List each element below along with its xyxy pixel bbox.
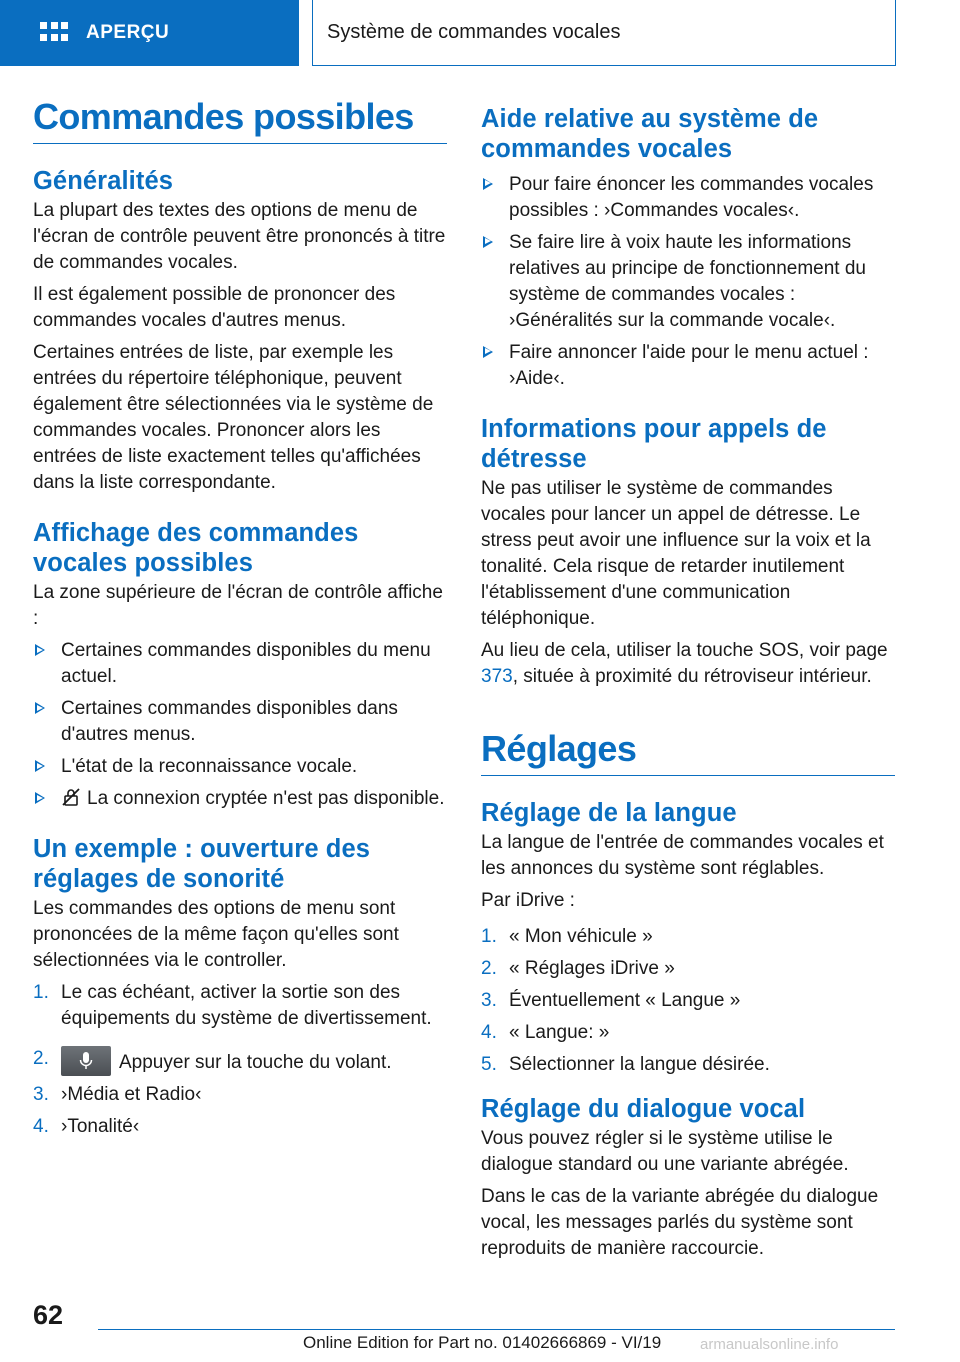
step-list: [481, 924, 895, 1078]
heading-aide: Aide relative au système de commandes vocales: [481, 105, 819, 163]
step-item: 2. « Réglages iDrive »: [481, 958, 675, 980]
paragraph: Il est également possible de prononcer des commandes vocales d'autres menus.: [33, 284, 396, 332]
step-list: [33, 980, 447, 1140]
heading-dialogue: Réglage du dialogue vocal: [481, 1095, 806, 1124]
bullet-list: [481, 172, 895, 392]
triangle-bullet-icon: [483, 178, 493, 190]
paragraph: Par iDrive :: [481, 890, 575, 912]
edition-text: Online Edition for Part no. 01402666869 - VI/19: [303, 1333, 662, 1352]
heading-generalites: Généralités: [33, 167, 174, 196]
no-encryption-icon: [61, 787, 81, 807]
heading-langue: Réglage de la langue: [481, 799, 737, 828]
paragraph: Vous pouvez régler si le système utilise le dialogue standard ou une variante abrégée.: [481, 1128, 849, 1176]
section-title-tab[interactable]: Système de commandes vocales: [312, 0, 896, 66]
step-item: 3. ›Média et Radio‹: [33, 1084, 202, 1106]
grid-icon: [40, 22, 68, 44]
left-column: [33, 96, 447, 1146]
page-link[interactable]: 373: [481, 666, 513, 687]
step-item: 5. Sélectionner la langue désirée.: [481, 1054, 770, 1076]
paragraph: Les commandes des options de menu sont prononcées de la même façon qu'elles sont sélectionnées via le controller.: [33, 898, 399, 972]
list-item: Se faire lire à voix haute les informations relatives au principe de fonctionnement du système de commandes vocales : ›Généralités sur la commande vocale‹.: [481, 230, 895, 334]
list-item: Faire annoncer l'aide pour le menu actuel : ›Aide‹.: [481, 340, 895, 392]
page-title: Commandes possibles: [33, 96, 447, 144]
overview-tab-label: APERÇU: [86, 22, 170, 43]
list-item: L'état de la reconnaissance vocale.: [33, 754, 447, 780]
page-header: [0, 0, 960, 66]
right-column: [481, 104, 895, 1268]
paragraph: La zone supérieure de l'écran de contrôle affiche :: [33, 582, 443, 630]
step-item: 4. ›Tonalité‹: [33, 1116, 140, 1138]
step-item: 3. Éventuellement « Langue »: [481, 990, 741, 1012]
list-item: Pour faire énoncer les commandes vocales possibles : ›Commandes vocales‹.: [481, 172, 895, 224]
step-item: 4. « Langue: »: [481, 1022, 610, 1044]
step-item: 1. Le cas échéant, activer la sortie son des équipements du système de divertissement.: [33, 982, 432, 1030]
list-item: La connexion cryptée n'est pas disponible.: [33, 786, 447, 812]
triangle-bullet-icon: [35, 792, 45, 804]
list-item: Certaines commandes disponibles du menu actuel.: [33, 638, 447, 690]
watermark: armanualsonline.info: [700, 1336, 839, 1353]
heading-detresse: Informations pour appels de détresse: [481, 415, 827, 473]
overview-tab[interactable]: [0, 0, 299, 66]
triangle-bullet-icon: [483, 346, 493, 358]
triangle-bullet-icon: [483, 236, 493, 248]
section-title-reglages: Réglages: [481, 728, 895, 776]
heading-exemple: Un exemple : ouverture des réglages de sonorité: [33, 835, 371, 894]
paragraph: Ne pas utiliser le système de commandes vocales pour lancer un appel de détresse. Le stress peut avoir une influence sur la voix et la tonalité. Cela risque de retarder inutilement l'établissement d'une communication téléphonique.: [481, 478, 871, 629]
paragraph: Au lieu de cela, utiliser la touche SOS, voir page 373, située à proximité du rétroviseur intérieur.: [481, 640, 888, 687]
triangle-bullet-icon: [35, 702, 45, 714]
heading-affichage: Affichage des commandes vocales possibles: [33, 519, 359, 578]
triangle-bullet-icon: [35, 644, 45, 656]
footer-divider: [98, 1329, 895, 1330]
paragraph: La langue de l'entrée de commandes vocales et les annonces du système sont réglables.: [481, 832, 884, 880]
paragraph: La plupart des textes des options de menu de l'écran de contrôle peuvent être prononcés à titre de commandes vocales.: [33, 200, 446, 274]
voice-button-icon: [61, 1046, 111, 1076]
triangle-bullet-icon: [35, 760, 45, 772]
step-item: 1. « Mon véhicule »: [481, 926, 653, 948]
paragraph: Dans le cas de la variante abrégée du dialogue vocal, les messages parlés du système sont reproduits de manière raccourcie.: [481, 1186, 879, 1260]
list-item: Certaines commandes disponibles dans d'autres menus.: [33, 696, 447, 748]
step-item: 2. Appuyer sur la touche du volant.: [33, 1046, 447, 1076]
paragraph: Certaines entrées de liste, par exemple les entrées du répertoire téléphonique, peuvent également être sélectionnées via le système de commandes vocales. Prononcer alors les entrées de liste exactement telles qu'affichées dans la liste correspondante.: [33, 342, 434, 494]
page-number: 62: [33, 1300, 64, 1330]
bullet-list: [33, 638, 447, 812]
